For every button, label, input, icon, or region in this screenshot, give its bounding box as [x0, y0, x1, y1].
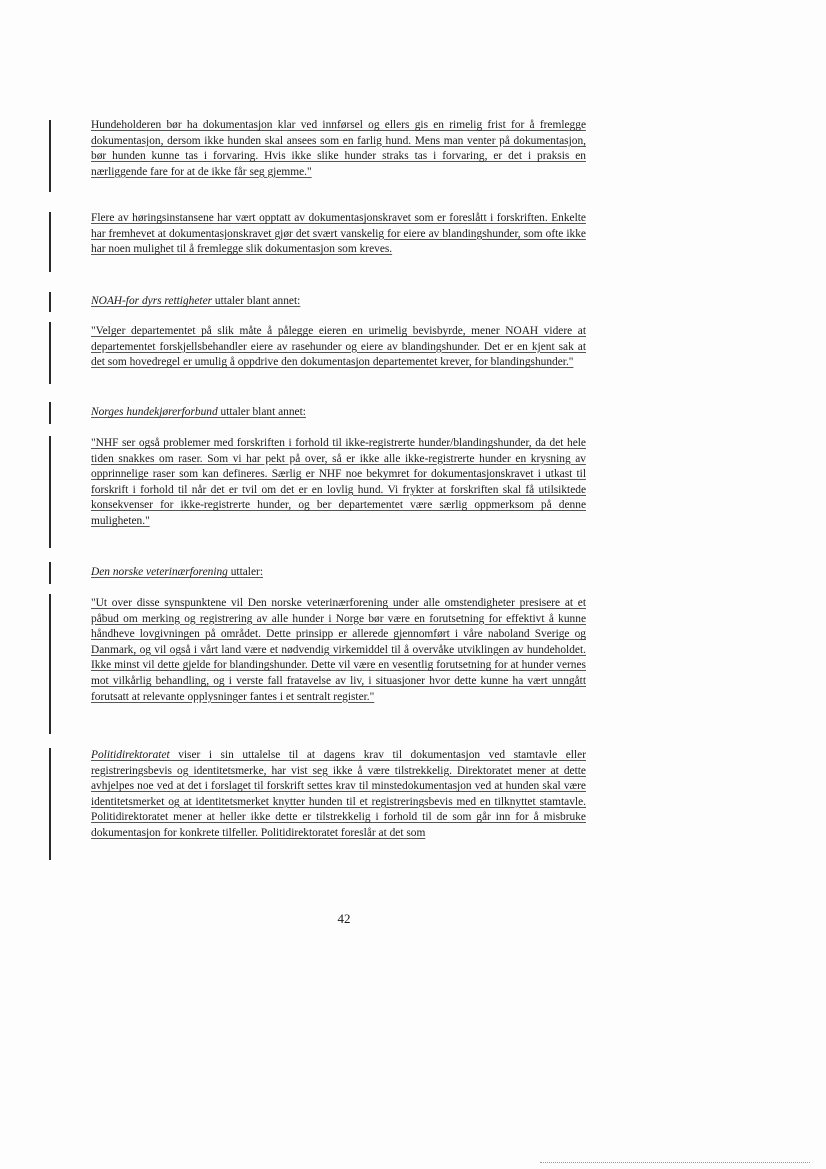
speaker-noah: NOAH-for dyrs rettigheter: [91, 295, 213, 307]
change-bar: [49, 748, 51, 860]
paragraph-horingsinstanser: Flere av høringsinstansene har vært opptatt av dokumentasjonskravet som er foreslått i forskriften. Enkelte har fremhevet at dokumentasjonskravet gjør det svært vanskelig for eiere av blandingshunder, som ofte ikke har noen mulighet til å fremlegge slik dokumentasjon som kreves.: [91, 212, 586, 256]
veterinaer-intro: Den norske veterinærforening uttaler:: [91, 566, 263, 578]
quote-veterinaerforening: "Ut over disse synspunktene vil Den norske veterinærforening under alle omstendigheter presisere at et påbud om merking og registrering av alle hunder i Norge bør være en forutsetning for effektivt å kunne håndheve lovgivningen på området. Dette prinsipp er allerede gjennomført i våre naboland Sverige og Danmark, og vil også i vårt land være et nødvendig virkemiddel til å overvåke utviklingen av hundeholdet. Ikke minst vil dette gjelde for blandingshunder. Dette vil være en vesentlig forutsetning for at hunder vernes mot vilkårlig behandling, og i verste fall fratavelse av liv, i situasjoner hvor dette kunne ha vært unngått forutsatt at relevante opplysninger fantes i et sentralt register.": [91, 597, 586, 703]
paragraph-dokumentasjon: Hundeholderen bør ha dokumentasjon klar ved innførsel og ellers gis en rimelig frist for å fremlegge dokumentasjon, dersom ikke hunden skal ansees som en farlig hund. Mens man venter på dokumentasjon, bør hunden kunne tas i forvaring. Hvis ikke slike hunder straks tas i forvaring, er det i praksis en nærliggende fare for at de ikke får seg gjemme.": [91, 119, 586, 178]
change-bar: [49, 402, 51, 424]
quote-noah: "Velger departementet på slik måte å pålegge eieren en urimelig bevisbyrde, mener NOAH videre at departementet forskjellsbehandler eiere av rasehunder og eiere av blandingshunder. Det er en kjent sak at det som hovedregel er umulig å oppdrive den dokumentasjon departementet krever, for blandingshunder.": [91, 325, 586, 369]
change-bar: [49, 212, 51, 272]
speaker-veterinaerforening: Den norske veterinærforening: [91, 566, 228, 578]
quote-nhf: "NHF ser også problemer med forskriften i forhold til ikke-registrerte hunder/blandingshunder, da det hele tiden snakkes om raser. Som vi har pekt på over, så er ikke alle ikke-registrerte hunder en krysning av opprinnelige raser som kan defineres. Særlig er NHF noe bekymret for dokumentasjonskravet i utkast til forskrift i forhold til når det er tvil om det er en lovlig hund. Vi frykter at forskriften skal få utilsiktede konsekvenser for ikke-registrerte hunder, og ber departementet være særlig oppmerksom på denne muligheten.": [91, 437, 586, 527]
speaker-politidirektoratet: Politidirektoratet: [91, 749, 170, 761]
nhf-intro: Norges hundekjørerforbund uttaler blant annet:: [91, 406, 306, 418]
noah-intro: NOAH-for dyrs rettigheter uttaler blant annet:: [91, 295, 301, 307]
page-number: 42: [337, 911, 351, 926]
change-bar: [49, 120, 51, 192]
change-bar: [49, 594, 51, 734]
paragraph-politidirektoratet: Politidirektoratet viser i sin uttalelse til at dagens krav til dokumentasjon ved stamtavle eller registreringsbevis og identitetsmerke, har vist seg ikke å være tilstrekkelig. Direktoratet mener at dette avhjelpes noe ved at det i forslaget til forskrift settes krav til minstedokumentasjon ved at hunden skal være identitetsmerket og at identitetsmerket knytter hunden til et registreringsbevis med en tilknyttet stamtavle. Politidirektoratet mener at heller ikke dette er tilstrekkelig i forhold til de som går inn for å misbruke dokumentasjon for konkrete tilfeller. Politidirektoratet foreslår at det som: [91, 749, 586, 839]
change-bar: [49, 436, 51, 548]
change-bar: [49, 322, 51, 384]
scan-edge: [540, 1162, 810, 1163]
change-bar: [49, 562, 51, 584]
speaker-nhf: Norges hundekjørerforbund: [91, 406, 218, 418]
change-bar: [49, 292, 51, 312]
